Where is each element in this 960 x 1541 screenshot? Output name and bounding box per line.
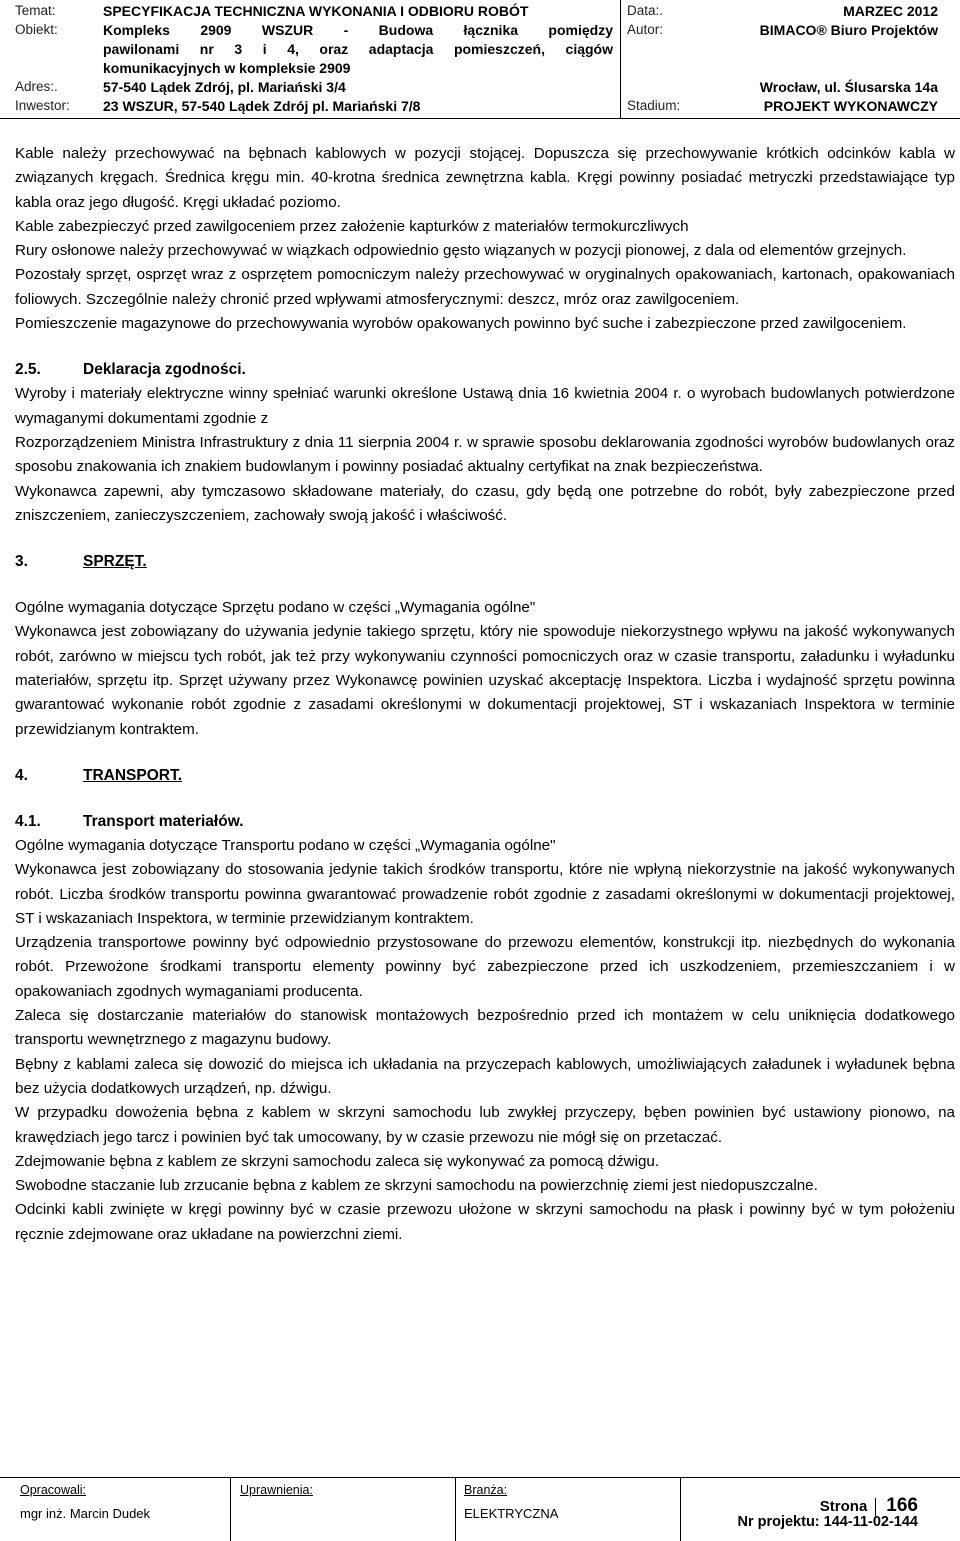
paragraph: Pomieszczenie magazynowe do przechowywania wyrobów opakowanych powinno być suche i zabezpieczone przed zawilgoceniem. (15, 315, 907, 333)
section-heading-4-1 (15, 810, 955, 834)
uprawnienia-label: Uprawnienia: (240, 1483, 313, 1497)
paragraph: Wykonawca jest zobowiązany do używania jedynie takiego sprzętu, który nie spowoduje niekorzystnego wpływu na jakość wykonywanych robót, zarówno w miejscu tych robót, jak też przy wykonywaniu czynności pomocniczych oraz w czasie transportu, załadunku i wyładunku materiałów, sprzętu itp. Sprzęt używany przez Wykonawcę powinien uzyskać akceptację Inspektora. Liczba i wydajność sprzętu powinna gwarantować wykonanie robót zgodnie z zasadami określonymi w dokumentacji projektowej, ST i wskazaniach Inspektora w terminie przewidzianym kontraktem. (15, 623, 955, 738)
stadium-value: PROJEKT WYKONAWCZY (763, 98, 938, 114)
paragraph: Swobodne staczanie lub zrzucanie bębna z kablem ze skrzyni samochodu na powierzchnię ziemi jest niedopuszczalne. (15, 1177, 818, 1195)
paragraph: Bębny z kablami zaleca się dowozić do miejsca ich układania na przyczepach kablowych, umożliwiających załadunek i wyładunek bębna bez użycia dodatkowych urządzeń, np. dźwigu. (15, 1055, 955, 1097)
paragraph: Ogólne wymagania dotyczące Transportu podano w części „Wymagania ogólne" (15, 836, 556, 854)
paragraph: Wyroby i materiały elektryczne winny spełniać warunki określone Ustawą dnia 16 kwietnia 2004 r. o wyrobach budowlanych potwierdzone wymaganymi dokumentami zgodnie z (15, 385, 955, 427)
strona-label: Strona (819, 1498, 868, 1515)
autor-address: Wrocław, ul. Ślusarska 14a (759, 79, 938, 95)
section-heading-3 (15, 550, 955, 574)
paragraph: Zdejmowanie bębna z kablem ze skrzyni samochodu zaleca się wykonywać za pomocą dźwigu. (15, 1152, 660, 1170)
opracowali-label: Opracowali: (20, 1483, 86, 1497)
document-header (0, 0, 960, 122)
paragraph: Pozostały sprzęt, osprzęt wraz z osprzętem pomocniczym należy przechowywać w oryginalnych opakowaniach, kartonach, opakowaniach foliowych. Szczególnie należy chronić przed wpływami atmosferycznymi: deszcz, mróz oraz zawilgoceniem. (15, 266, 955, 308)
section-number: 3. (15, 553, 28, 571)
project-number: Nr projektu: 144-11-02-144 (737, 1514, 918, 1530)
footer-rule (0, 1477, 960, 1478)
branza-value: ELEKTRYCZNA (464, 1506, 559, 1521)
paragraph: W przypadku dowożenia bębna z kablem w skrzyni samochodu lub zwykłej przyczepy, bęben powinien być ustawiony pionowo, na krawędziach jego tarcz i powinien być tak umocowany, by w czasie przewozu nie mógł się on przetaczać. (15, 1104, 955, 1146)
project-info (103, 2, 613, 116)
stadium-label: Stadium: (627, 98, 681, 113)
inwestor-label: Inwestor: (15, 98, 70, 113)
paragraph: Kable należy przechowywać na bębnach kablowych w pozycji stojącej. Dopuszcza się przechowywanie krótkich odcinków kabla w związanych kręgach. Średnica kręgu min. 40-krotna średnica zewnętrzna kabla. Kręgi powinny posiadać metryczki przedstawiające typ kabla oraz jego długość. Kręgi układać poziomo. (15, 145, 955, 211)
paragraph: Odcinki kabli zwinięte w kręgi powinny być w czasie przewozu ułożone w skrzyni samochodu na płask i powinny być w tym położeniu ręcznie zdejmowane oraz układane na powierzchni ziemi. (15, 1201, 955, 1243)
paragraph: Urządzenia transportowe powinny być odpowiednio przystosowane do przewozu elementów, konstrukcji itp. niezbędnych do wykonania robót. Przewożone środkami transportu elementy powinny być zabezpieczone przed ich uszkodzeniem, przemieszczaniem i w opakowaniach zgodnych wymaganiami producenta. (15, 934, 955, 1000)
header-divider (620, 0, 621, 118)
data-value: MARZEC 2012 (843, 3, 938, 19)
footer-divider (455, 1477, 456, 1541)
section-title: SPRZĘT. (83, 553, 147, 571)
adres-label: Adres:. (15, 79, 58, 94)
section-title: Deklaracja zgodności. (83, 361, 246, 379)
inwestor-value: 23 WSZUR, 57-540 Lądek Zdrój pl. Mariański 7/8 (103, 98, 421, 114)
autor-value: BIMACO® Biuro Projektów (759, 22, 938, 38)
obiekt-label: Obiekt: (15, 22, 58, 37)
section-number: 4.1. (15, 812, 41, 830)
obiekt-line-1: Kompleks 2909 WSZUR - Budowa łącznika pomiędzy (103, 22, 613, 38)
section-title: Transport materiałów. (83, 812, 244, 830)
paragraph: Rury osłonowe należy przechowywać w wiązkach odpowiednio gęsto wiązanych w pozycji pionowej, z dala od elementów grzejnych. (15, 242, 907, 260)
temat-label: Temat: (15, 3, 56, 18)
footer-divider (680, 1477, 681, 1541)
paragraph: Rozporządzeniem Ministra Infrastruktury z dnia 11 sierpnia 2004 r. w sprawie sposobu deklarowania zgodności wyrobów budowlanych oraz sposobu znakowania ich znakiem budowlanym i powinny posiadać aktualny certyfikat na znak bezpieczeństwa. (15, 433, 955, 476)
branza-label: Branża: (464, 1483, 508, 1497)
adres-value: 57-540 Lądek Zdrój, pl. Mariański 3/4 (103, 79, 346, 95)
opracowali-value: mgr inż. Marcin Dudek (20, 1506, 151, 1521)
paragraph: Zaleca się dostarczanie materiałów do stanowisk montażowych bezpośrednio przed ich montażem w celu uniknięcia dodatkowego transportu wewnętrznego z magazynu budowy. (15, 1007, 955, 1049)
footer-divider (230, 1477, 231, 1541)
header-rule (0, 118, 960, 119)
section-number: 2.5. (15, 361, 41, 379)
obiekt-line-2: pawilonami nr 3 i 4, oraz adaptacja pomieszczeń, ciągów (103, 41, 613, 57)
document-footer (0, 1477, 960, 1541)
section-heading-4 (15, 764, 955, 788)
obiekt-line-3: komunikacyjnych w kompleksie 2909 (103, 60, 351, 76)
data-label: Data:. (627, 3, 664, 18)
document-body (15, 142, 955, 1247)
section-heading-2-5 (15, 358, 955, 382)
section-title: TRANSPORT. (83, 766, 183, 784)
paragraph: Wykonawca zapewni, aby tymczasowo składowane materiały, do czasu, gdy będą one potrzebne do robót, były zabezpieczone przed zniszczeniem, zanieczyszczeniem, zachowały swoją jakość i właściwość. (15, 482, 955, 524)
paragraph: Kable zabezpieczyć przed zawilgoceniem przez założenie kapturków z materiałów termokurczliwych (15, 217, 689, 235)
autor-label: Autor: (627, 22, 664, 37)
section-number: 4. (15, 766, 28, 784)
page-number: 166 (886, 1495, 918, 1516)
temat-value: SPECYFIKACJA TECHNICZNA WYKONANIA I ODBIORU ROBÓT (103, 3, 529, 19)
paragraph: Wykonawca jest zobowiązany do stosowania jedynie takich środków transportu, które nie wpłyną niekorzystnie na jakość wykonywanych robót. Liczba środków transportu powinna gwarantować prowadzenie robót zgodnie z zasadami określonymi w dokumentacji projektowej, ST i wskazaniach Inspektora, w terminie przewidzianym kontraktem. (15, 861, 955, 927)
paragraph: Ogólne wymagania dotyczące Sprzętu podano w części „Wymagania ogólne" (15, 599, 536, 617)
